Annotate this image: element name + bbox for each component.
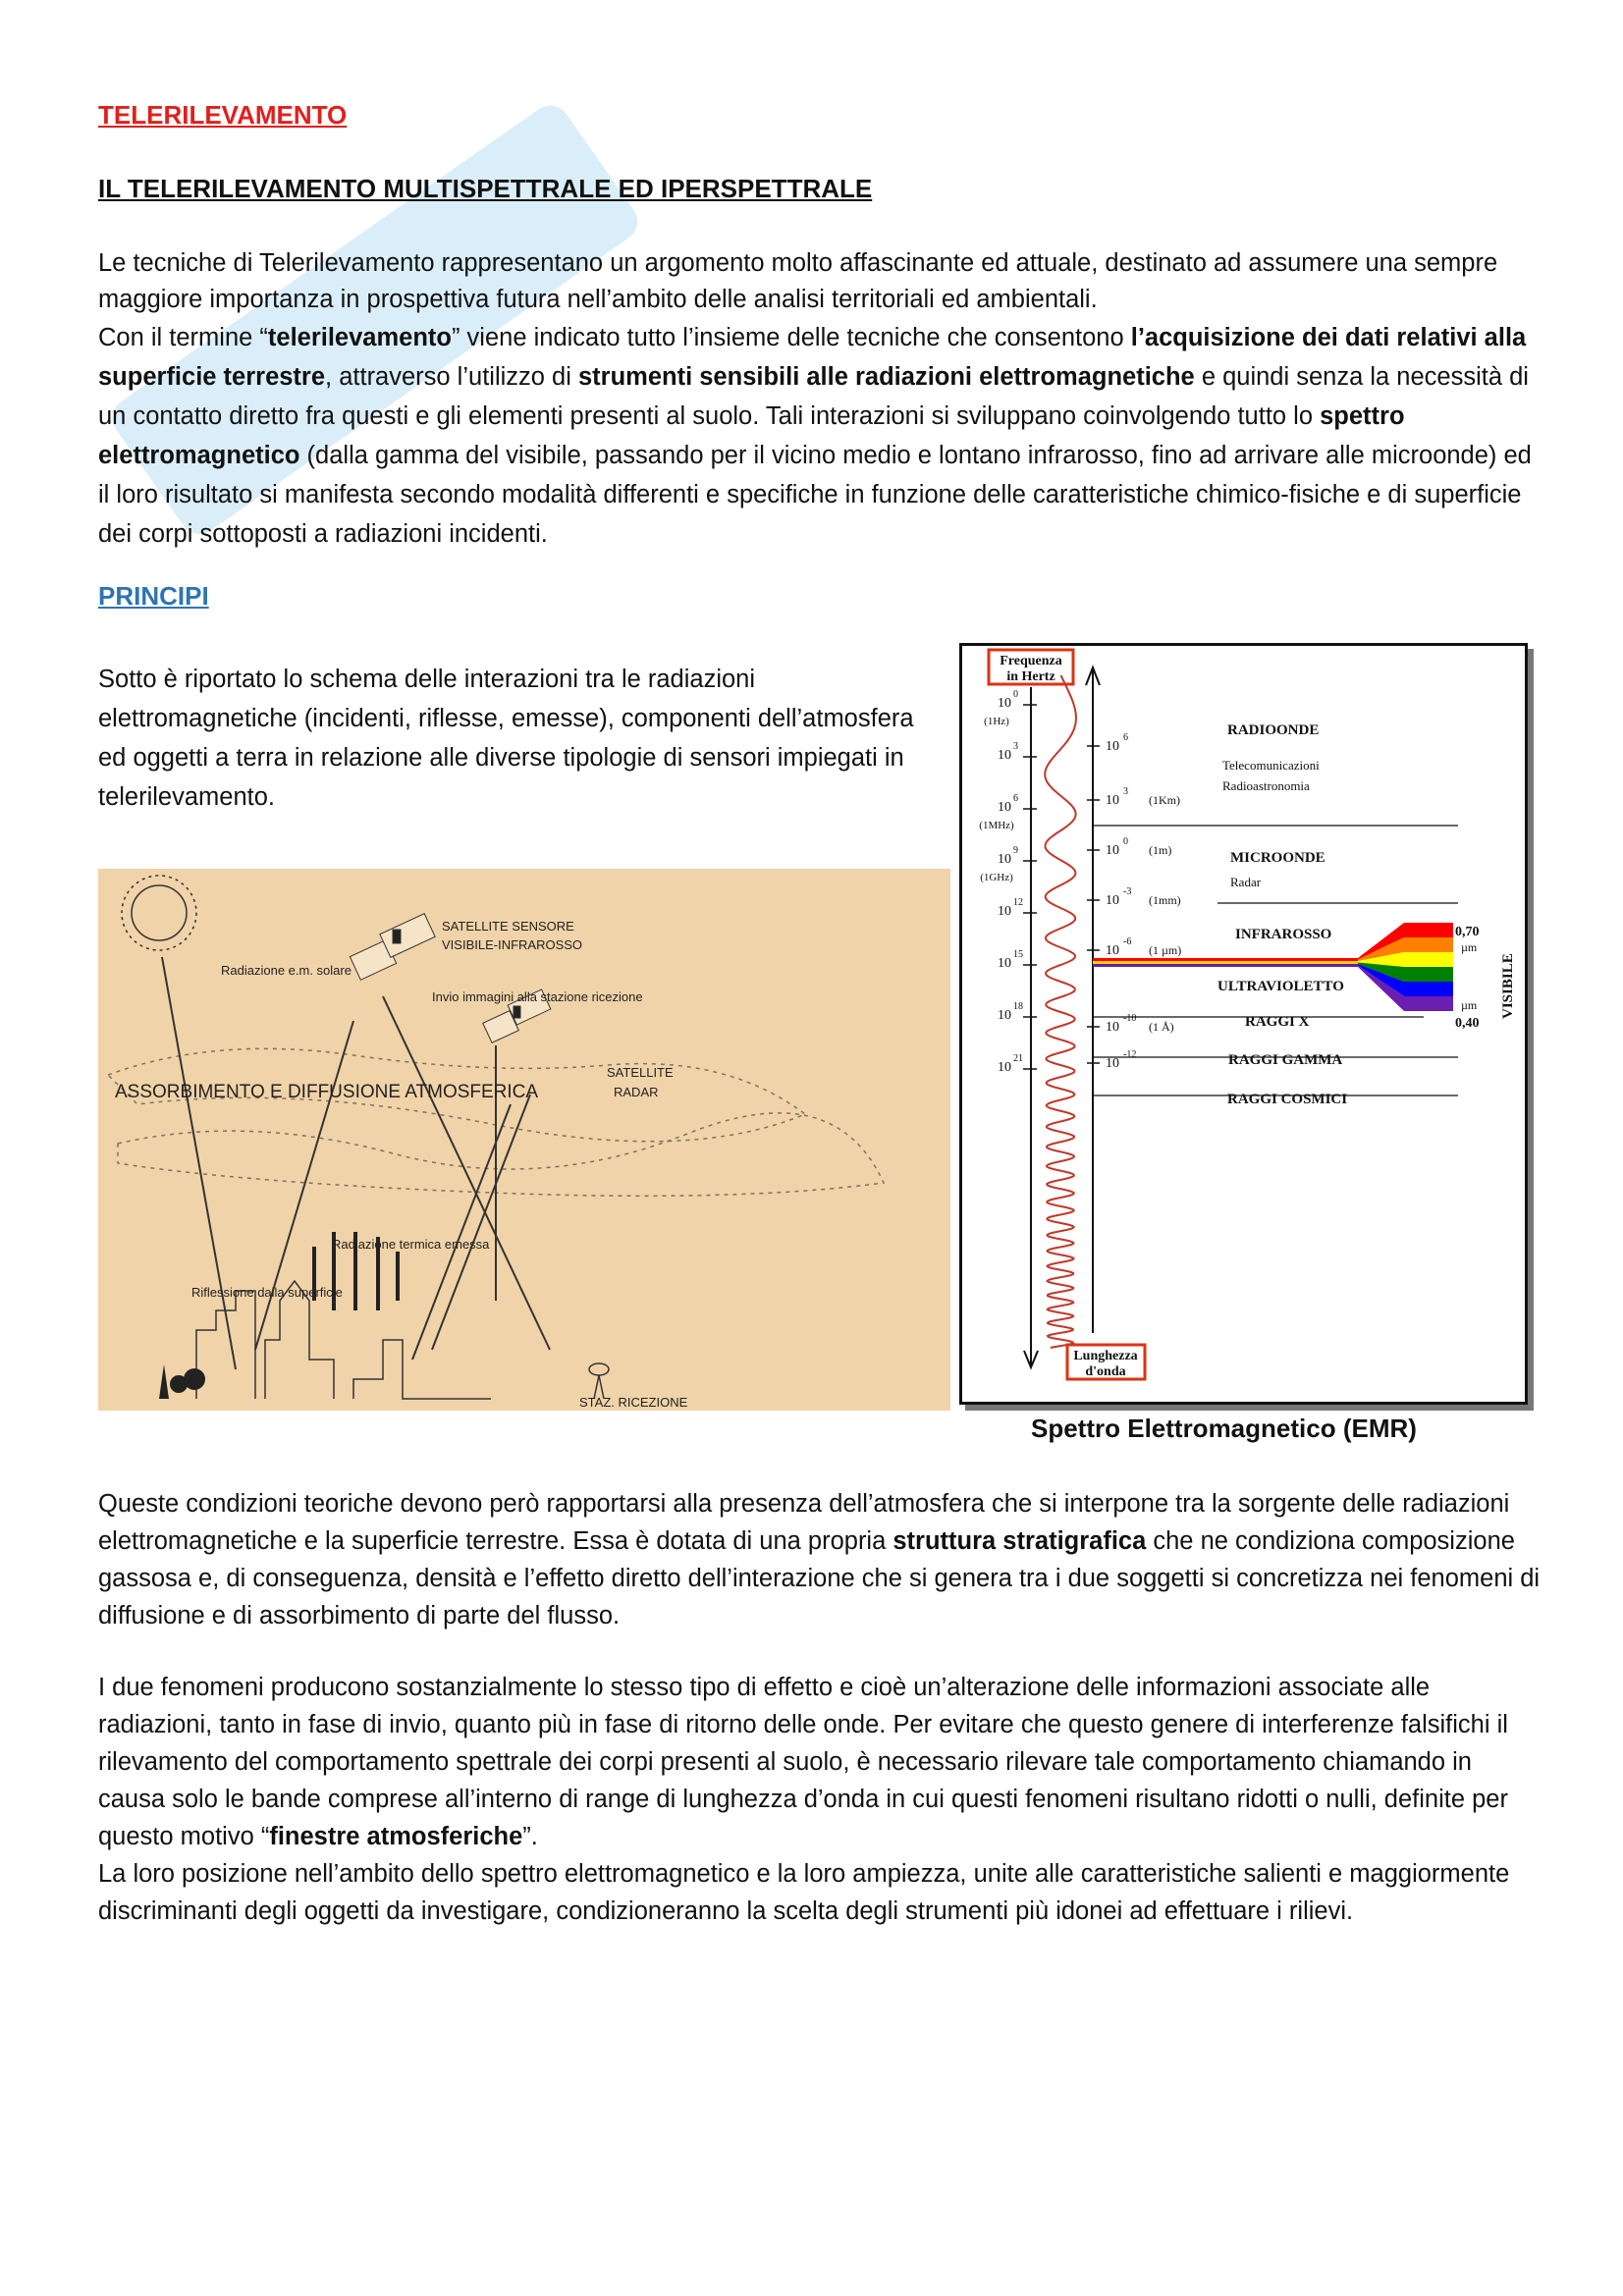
svg-text:Lunghezza: Lunghezza — [1073, 1349, 1138, 1363]
atmosphere-paragraph: Queste condizioni teoriche devono però rapportarsi alla presenza dell’atmosfera che si interpone tra la sorgente delle radiazioni elettromagnetiche e la superficie terrestre. Essa è dotata di una propria struttura stratigrafica che ne condiziona composizione gassosa e, di conseguenza, densità e l’effetto diretto dell’interazione che si genera tra i due soggetti si concretizza nei fenomeni di diffusione e di assorbimento di parte del flusso. — [98, 1490, 1541, 1629]
windows-paragraph: I due fenomeni producono sostanzialmente lo stesso tipo di effetto e cioè un’alterazione delle informazioni associate alle radiazioni, tanto in fase di invio, quanto più in fase di ritorno delle onde. Per evitare che questo genere di interferenze falsifichi il rilevamento del comportamento spettrale dei corpi presenti al suolo, è necessario rilevare tale comportamento chiamando in causa solo le bande comprese all’interno di range di lunghezza d’onda in cui questi fenomeni risultano ridotti o nulli, definite per questo motivo “finestre atmosferiche”. — [98, 1674, 1508, 1850]
frequency-tick-exponent: 18 — [1013, 1001, 1023, 1012]
wavelength-tick-exponent: -3 — [1123, 886, 1132, 897]
sun-icon — [122, 876, 196, 950]
svg-text:µm: µm — [1461, 998, 1478, 1012]
svg-text:VISIBILE-INFRAROSSO: VISIBILE-INFRAROSSO — [442, 937, 583, 952]
svg-text:RAGGI GAMMA: RAGGI GAMMA — [1228, 1052, 1343, 1068]
wavelength-tick-exponent: 3 — [1123, 786, 1128, 797]
wavelength-tick-label: 10 — [1106, 739, 1119, 754]
svg-text:Invio immagini alla stazione r: Invio immagini alla stazione ricezione — [432, 989, 643, 1004]
svg-text:RAGGI X: RAGGI X — [1245, 1014, 1310, 1030]
svg-text:SATELLITE SENSORE: SATELLITE SENSORE — [442, 919, 574, 934]
svg-text:Riflessione dalla superficie: Riflessione dalla superficie — [191, 1285, 343, 1300]
frequency-tick-label: 10 — [998, 852, 1011, 867]
wavelength-tick-label: 10 — [1106, 943, 1119, 958]
svg-text:ULTRAVIOLETTO: ULTRAVIOLETTO — [1217, 979, 1344, 994]
svg-text:SATELLITE: SATELLITE — [607, 1065, 674, 1080]
wavelength-tick-label: 10 — [1106, 1020, 1119, 1035]
frequency-tick-exponent: 12 — [1013, 897, 1023, 908]
satellite-optical-icon — [350, 914, 435, 981]
principi-paragraph: Sotto è riportato lo schema delle interazioni tra le radiazioni elettromagnetiche (incidenti, riflesse, emesse), componenti dell’atmosfera ed oggetti a terra in relazione alle diverse tipologie di sensori impiegati in telerilevamento. — [98, 666, 914, 811]
wave-curve — [1045, 675, 1076, 1348]
intro-paragraph: Le tecniche di Telerilevamento rappresentano un argomento molto affascinante ed attuale, destinato ad assumere una sempre maggiore importanza in prospettiva futura nell’ambito delle analisi territoriali ed ambientali. Con il termine “telerilevamento” viene indicato tutto l’insieme delle tecniche che consentono l’acquisizione dei dati relativi alla superficie terrestre, attraverso l’utilizzo di strumenti sensibili alle radiazioni elettromagnetiche e quindi senza la necessità di un contatto diretto fra questi e gli elementi presenti al suolo. Tali interazioni si sviluppano coinvolgendo tutto lo spettro elettromagnetico (dalla gamma del visibile, passando per il vicino medio e lontano infrarosso, fino ad arrivare alle microonde) ed il loro risultato si manifesta secondo modalità differenti e specifiche in funzione delle caratteristiche chimico-fisiche e di superficie dei corpi sottoposti a radiazioni incidenti. — [98, 245, 1542, 554]
svg-text:RADAR: RADAR — [614, 1085, 659, 1099]
svg-text:VISIBILE: VISIBILE — [1500, 953, 1516, 1019]
frequency-tick-exponent: 3 — [1013, 741, 1018, 752]
wavelength-tick-label: 10 — [1106, 793, 1119, 808]
svg-text:0,40: 0,40 — [1455, 1016, 1480, 1031]
frequency-tick-exponent: 15 — [1013, 949, 1023, 960]
principi-heading[interactable]: PRINCIPI — [98, 581, 209, 611]
svg-text:in Hertz: in Hertz — [1006, 669, 1055, 684]
svg-text:MICROONDE: MICROONDE — [1230, 850, 1325, 866]
svg-text:Radiazione termica emessa: Radiazione termica emessa — [332, 1237, 490, 1252]
svg-text:RADIOONDE: RADIOONDE — [1227, 722, 1320, 738]
svg-text:0,70: 0,70 — [1455, 925, 1480, 939]
frequency-tick-note: (1Hz) — [984, 716, 1009, 727]
wavelength-tick-note: (1 Å) — [1149, 1020, 1174, 1034]
svg-text:ASSORBIMENTO E DIFFUSIONE ATMO: ASSORBIMENTO E DIFFUSIONE ATMOSFERICA — [115, 1082, 539, 1102]
dish-antenna-icon — [589, 1363, 609, 1399]
spectrum-caption: Spettro Elettromagnetico (EMR) — [1031, 1414, 1417, 1443]
document-title: TELERILEVAMENTO — [98, 100, 348, 130]
frequency-tick-label: 10 — [998, 956, 1011, 971]
frequency-tick-exponent: 9 — [1013, 845, 1018, 856]
wavelength-tick-exponent: 0 — [1123, 836, 1128, 847]
frequency-tick-label: 10 — [998, 1008, 1011, 1023]
frequency-tick-exponent: 21 — [1013, 1053, 1023, 1064]
wavelength-tick-label: 10 — [1106, 843, 1119, 858]
frequency-tick-label: 10 — [998, 748, 1011, 763]
definition-paragraph: Con il termine “telerilevamento” viene indicato tutto l’insieme delle tecniche che consentono l’acquisizione dei dati relativi alla superficie terrestre, attraverso l’utilizzo di strumenti sensibili alle radiazioni elettromagnetiche e quindi senza la necessità di un contatto diretto fra questi e gli elementi presenti al suolo. Tali interazioni si sviluppano coinvolgendo tutto lo spettro elettromagnetico (dalla gamma del visibile, passando per il vicino medio e lontano infrarosso, fino ad arrivare alle microonde) ed il loro risultato si manifesta secondo modalità differenti e specifiche in funzione delle caratteristiche chimico-fisiche e di superficie dei corpi sottoposti a radiazioni incidenti. — [98, 324, 1532, 548]
svg-text:µm: µm — [1461, 940, 1478, 954]
frequency-tick-note: (1GHz) — [980, 872, 1013, 883]
electromagnetic-spectrum-diagram — [959, 643, 1528, 1405]
visible-band-line — [1093, 958, 1358, 967]
section-heading: IL TELERILEVAMENTO MULTISPETTRALE ED IPERSPETTRALE — [98, 174, 873, 203]
wavelength-tick-note: (1 µm) — [1149, 943, 1182, 957]
frequency-tick-exponent: 0 — [1013, 689, 1018, 700]
svg-text:Radar: Radar — [1230, 875, 1262, 889]
wavelength-tick-exponent: -12 — [1123, 1049, 1137, 1060]
svg-text:Radiazione e.m. solare: Radiazione e.m. solare — [221, 963, 352, 978]
svg-text:Radioastronomia: Radioastronomia — [1222, 778, 1310, 793]
trees-icon — [159, 1364, 205, 1399]
wavelength-tick-exponent: -6 — [1123, 936, 1132, 947]
wavelength-tick-note: (1mm) — [1149, 893, 1181, 907]
svg-text:d'onda: d'onda — [1085, 1364, 1126, 1379]
wavelength-tick-exponent: 6 — [1123, 732, 1128, 743]
frequency-tick-note: (1MHz) — [979, 820, 1014, 831]
wavelength-tick-label: 10 — [1106, 1056, 1119, 1071]
remote-sensing-illustration — [98, 869, 950, 1411]
frequency-tick-label: 10 — [998, 1060, 1011, 1075]
svg-text:STAZ. RICEZIONE: STAZ. RICEZIONE — [579, 1395, 688, 1410]
frequency-tick-label: 10 — [998, 696, 1011, 711]
conclusion-paragraph: La loro posizione nell’ambito dello spettro elettromagnetico e la loro ampiezza, unite alle caratteristiche salienti e maggiormente discriminanti degli oggetti da investigare, condizioneranno la scelta degli strumenti più idonei ad effettuare i rilievi. — [98, 1860, 1510, 1925]
wavelength-tick-note: (1m) — [1149, 843, 1172, 857]
svg-text:Telecomunicazioni: Telecomunicazioni — [1222, 758, 1320, 773]
frequency-tick-label: 10 — [998, 800, 1011, 815]
wavelength-tick-label: 10 — [1106, 893, 1119, 908]
frequency-tick-label: 10 — [998, 904, 1011, 919]
svg-text:INFRAROSSO: INFRAROSSO — [1235, 927, 1332, 942]
wavelength-tick-exponent: -10 — [1123, 1013, 1137, 1024]
frequency-tick-exponent: 6 — [1013, 793, 1018, 804]
svg-text:Frequenza: Frequenza — [1000, 654, 1062, 668]
svg-text:RAGGI COSMICI: RAGGI COSMICI — [1227, 1092, 1348, 1107]
wavelength-tick-note: (1Km) — [1149, 793, 1180, 807]
